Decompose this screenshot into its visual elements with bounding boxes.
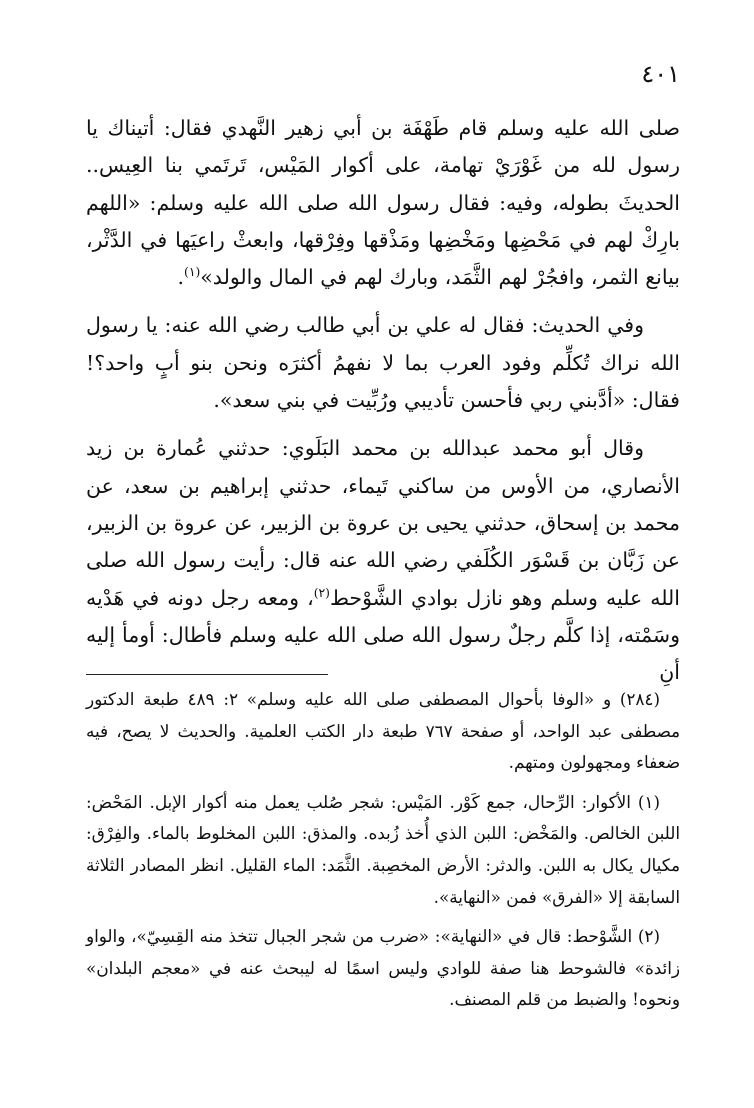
paragraph-tahfa [86,110,680,296]
page-number: ٤٠١ [641,60,680,88]
paragraph-balawi-text: وقال أبو محمد عبدالله بن محمد البَلَوي: حدثني عُمارة بن زيد الأنصاري، من الأوس من ساكني تَيماء، حدثني إبراهيم بن سعد، عن محمد بن إسحاق، حدثني يحيى بن عروة بن الزبير، عن عروة بن الزبير، عن زَبَّان بن قَسْوَر الكُلَفي رضي الله عنه قال: رأيت رسول الله صلى الله عليه وسلم وهو نازل بوادي الشَّوْحط [86,436,681,610]
main-text [86,110,680,702]
paragraph-tahfa-end: . [177,265,185,290]
footnote-1: (١) الأكوار: الرِّحال، جمع كَوْر. المَيْس: شجر صُلب يعمل منه أكوار الإبل. المَحْض: اللبن الخالص. والمَخْض: اللبن الذي أُخذ زُبده. والمذق: اللبن المخلوط بالماء. والفِرْق: مكيال يكال به اللبن. والدثر: الأرض المخصِبة. الثَّمَد: الماء القليل. انظر المصادر الثلاثة السابقة إلا «الفرق» فمن «النهاية». [86,791,680,907]
footnote-2: (٢) الشَّوْحط: قال في «النهاية»: «ضرب من شجر الجبال تتخذ منه القِسِيّ»، والواو زائدة» فالشوحط هنا صفة للوادي وليس اسمًا له ليبحث عنه في «معجم البلدان» ونحوه! والضبط من قلم المصنف. [86,926,680,1010]
footnotes [86,684,680,1024]
paragraph-ali: وفي الحديث: فقال له علي بن أبي طالب رضي الله عنه: يا رسول الله نراك تُكلِّم وفود العرب بما لا نفهمُ أكثرَه ونحن بنو أبٍ واحد؟! فقال: «أدَّبني ربي فأحسن تأديبي ورُبِّيت في بني سعد». [86,313,680,413]
footnote-ref-1: (١) [184,265,201,280]
footnote-ref-2: (٢) [313,585,330,600]
paragraph-balawi-cont: ، ومعه رجل دونه في هَدْيه وسَمْته، إذا كلَّم رجلٌ رسول الله صلى الله عليه وسلم فأطال: أومأ إليه أنِ [86,585,680,685]
footnote-284: (٢٨٤) و «الوفا بأحوال المصطفى صلى الله عليه وسلم» ٢: ٤٨٩ طبعة الدكتور مصطفى عبد الواحد، أو صفحة ٧٦٧ طبعة دار الكتب العلمية. والحديث لا يصح، فيه ضعفاء ومجهولون ومتهم. [86,689,681,773]
paragraph-tahfa-text: صلى الله عليه وسلم قام طَهْفَة بن أبي زهير النَّهدي فقال: أتيناك يا رسول لله من غَوْرَيْ تهامة، على أكوار المَيْس، تَرتَمي بنا العِيس.. الحديثَ بطوله، وفيه: فقال رسول الله صلى الله عليه وسلم: «اللهم بارِكْ لهم في مَحْضِها ومَخْضِها ومَذْقها وفِرْقها، وابعثْ راعيَها في الدَّثْر، بيانع الثمر، وافجُرْ لهم الثَّمَد، وبارك لهم في المال والولد» [86,116,680,290]
paragraph-balawi [86,430,680,691]
footnote-divider [86,674,328,675]
